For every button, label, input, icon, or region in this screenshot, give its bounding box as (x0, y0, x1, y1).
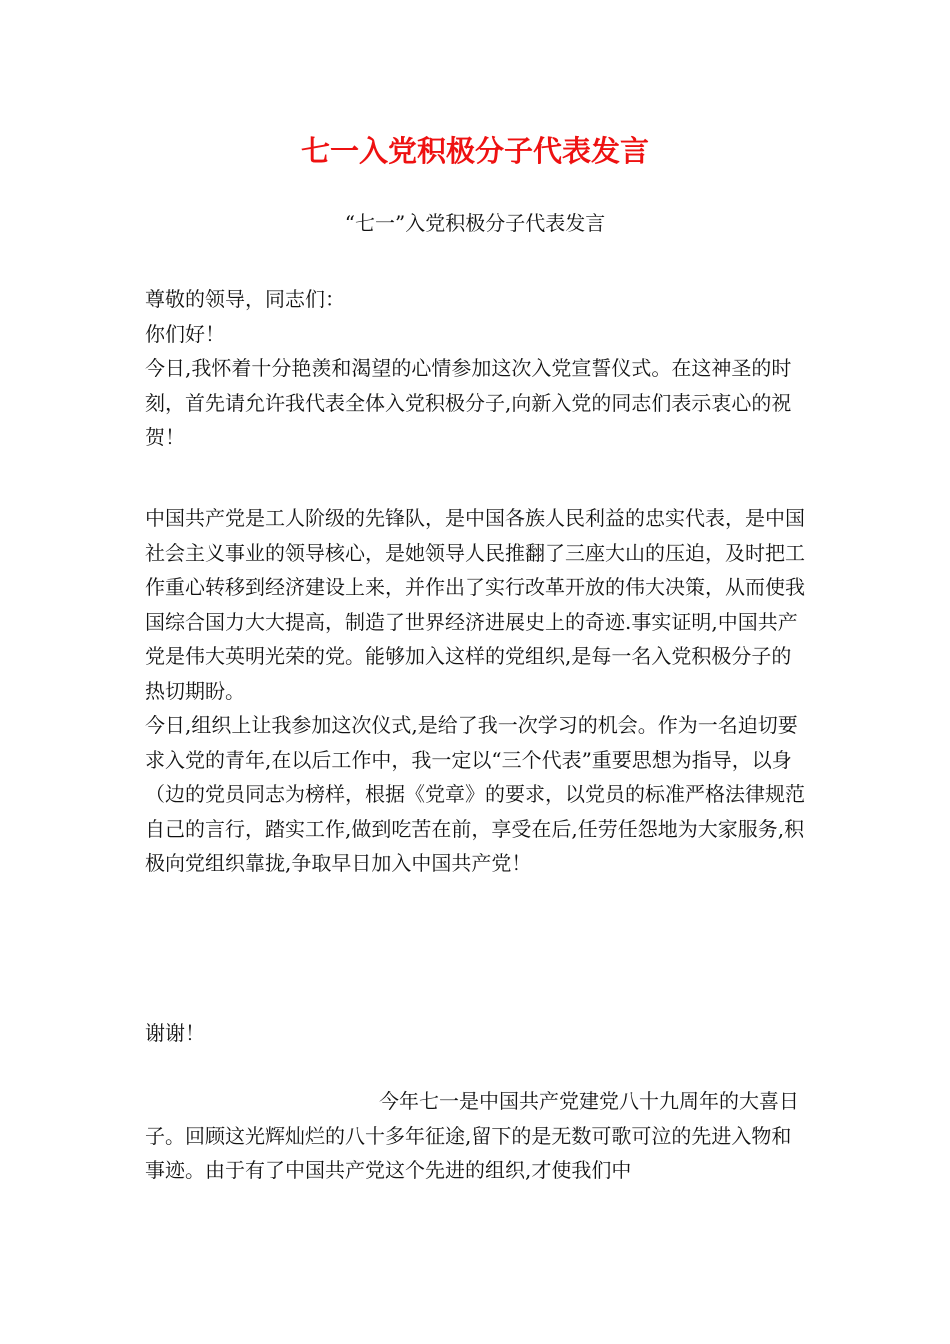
paragraph-4: 今年七一是中国共产党建党八十九周年的大喜日子。回顾这光辉灿烂的八十多年征途,留下的是无数可歌可泣的先进入物和事迹。由于有了中国共产党这个先进的组织,才使我们中 (145, 1089, 799, 1182)
opening-section (145, 282, 810, 455)
continuation-section (145, 1084, 810, 1188)
greeting: 你们好！ (145, 321, 225, 346)
paragraph-1: 今日,我怀着十分艳羡和渴望的心情参加这次入党宣誓仪式。在这神圣的时刻，首先请允许我代表全体入党积极分子,向新入党的同志们表示衷心的祝贺！ (145, 356, 792, 449)
closing-section (145, 1016, 810, 1051)
document-subtitle: “七一”入党积极分子代表发言 (344, 211, 606, 235)
paragraph-3: 今日,组织上让我参加这次仪式,是给了我一次学习的机会。作为一名迫切要求入党的青年,在以后工作中，我一定以“三个代表”重要思想为指导，以身（边的党员同志为榜样，根据《党章》的要求，以党员的标准严格法律规范自己的言行，踏实工作,做到吃苦在前，享受在后,任劳任怨地为大家服务,积极向党组织靠拢,争取早日加入中国共产党！ (145, 713, 805, 875)
main-section (145, 501, 810, 881)
document-title: 七一入党积极分子代表发言 (300, 134, 649, 168)
salutation: 尊敬的领导，同志们： (145, 287, 345, 311)
paragraph-2: 中国共产党是工人阶级的先锋队，是中国各族人民利益的忠实代表，是中国社会主义事业的领导核心，是她领导人民推翻了三座大山的压迫，及时把工作重心转移到经济建设上来，并作出了实行改革开放的伟大决策，从而使我国综合国力大大提高，制造了世界经济进展史上的奇迹.事实证明,中国共产党是伟大英明光荣的党。能够加入这样的党组织,是每一名入党积极分子的热切期盼。 (145, 506, 805, 703)
closing: 谢谢！ (145, 1021, 205, 1045)
